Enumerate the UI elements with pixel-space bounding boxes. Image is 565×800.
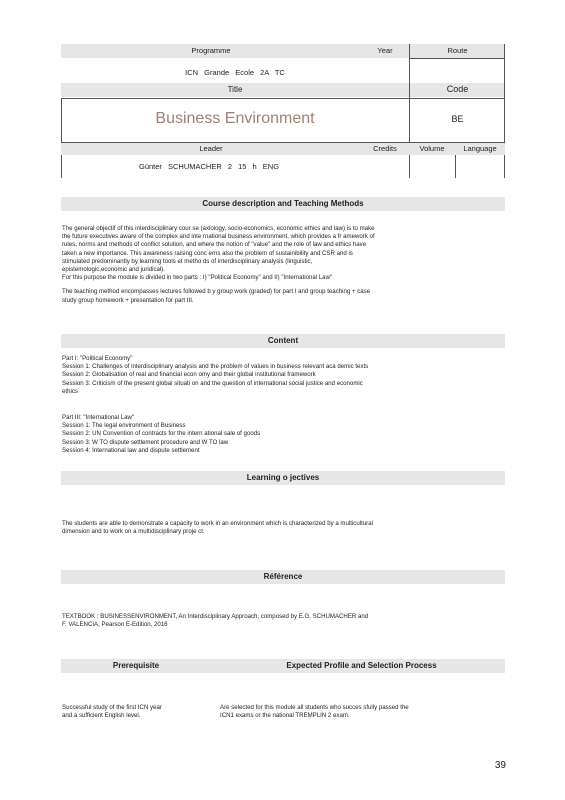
text-line: stimulated predominantly by learning tools et metho ds of interdisciplinary analysis (linguistic, xyxy=(62,257,313,265)
year-label: Year xyxy=(377,46,393,55)
text-line: Session 1: Challenges of interdisciplinary analysis and the problem of values in business relevant aca demic texts xyxy=(62,363,369,371)
prerequisite-text xyxy=(62,704,212,720)
text-line: dimension and to work on a multidisciplinary proje ct. xyxy=(62,528,205,536)
text-line: Session 3: Criticism of the present global situati on and the question of international social justice and economic xyxy=(62,379,363,387)
text-line: The students are able to demonstrate a capacity to work in an environment which is characterized by a multicultural xyxy=(62,520,373,527)
text-line: Session 2: Globalisation of real and financial econ omy and their global institutional framework xyxy=(62,371,316,379)
section-prerequisite: Prerequisite xyxy=(112,661,160,670)
text-line: taken a new importance. This awareness raising conc erns also the problem of sustainibility and CSR and is xyxy=(62,249,353,257)
text-line: Session 3: W TO dispute settlement procedure and W TO law xyxy=(62,438,229,446)
content-part1 xyxy=(62,355,504,396)
language-label: Language xyxy=(463,144,497,153)
text-line: Session 2: UN Convention of contracts for the intern ational sale of goods xyxy=(62,430,261,438)
text-line: Part I: "Political Economy" xyxy=(62,355,133,362)
course-code: BE xyxy=(451,114,464,124)
text-line: study group homework + presentation for part III. xyxy=(62,296,194,304)
programme-label: Programme xyxy=(191,46,231,55)
leader-value: Günter SCHUMACHER 2 15 h ENG xyxy=(139,162,280,171)
text-line: The teaching method encompasses lectures followed b y group work (graded) for part I and group teaching + case xyxy=(62,288,371,296)
page-number: 39 xyxy=(494,760,506,771)
content-part2 xyxy=(62,414,504,455)
text-line: epistemologic,economic and juridical). xyxy=(62,266,165,274)
section-course-description: Course description and Teaching Methods xyxy=(61,197,505,211)
programme-value: ICN Grande Ecole 2A TC xyxy=(185,68,285,77)
text-line: For this purpose the module is divided in two parts : I) "Political Economy" and II) "International Law" xyxy=(62,274,333,282)
expected-profile-text xyxy=(220,704,505,720)
volume-label: Volume xyxy=(419,144,445,153)
text-line: ICN1 exams or the national TREMPLIN 2 exam. xyxy=(220,712,350,720)
text-line: Session 4: International law and dispute settlement xyxy=(62,446,200,454)
text-line: Successful study of the first ICN year xyxy=(62,704,162,711)
text-line: the future executives aware of the complex and inte rnational business environment, which provides a fr amework of xyxy=(62,233,375,241)
course-description-text xyxy=(62,225,504,305)
text-line: ethics xyxy=(62,387,78,395)
objectives-text xyxy=(62,520,504,536)
text-line: Are selected for this module all students who succes sfully passed the xyxy=(220,704,409,711)
credits-label: Credits xyxy=(373,144,397,153)
course-title: Business Environment xyxy=(155,110,315,127)
route-label: Route xyxy=(447,46,468,55)
leader-label: Leader xyxy=(199,144,223,153)
title-label: Title xyxy=(227,85,243,94)
section-reference: Référence xyxy=(61,570,505,584)
section-learning-objectives: Learning o jectives xyxy=(61,471,505,485)
reference-text xyxy=(62,613,504,629)
text-line: The general objectif of this interdisciplinary cour se (axiology, socio-economics, economic ethics and law) is to make xyxy=(62,225,375,232)
code-label: Code xyxy=(446,84,469,94)
text-line: Part III: "International Law" xyxy=(62,414,135,421)
section-content: Content xyxy=(61,334,505,348)
text-line: TEXTBOOK : BUSINESSENVIRONMENT, An Interdisciplinary Approach, composed by E.G. SCHUMACHER and xyxy=(62,613,369,620)
text-line: F. VALENCIA, Pearson E-Edition, 2016 xyxy=(62,621,168,629)
text-line: and a sufficient English level. xyxy=(62,712,141,720)
text-line: rules, norms and methods of conflict solution, and where the notion of "value" and the role of law and ethics have xyxy=(62,241,367,249)
section-expected-profile: Expected Profile and Selection Process xyxy=(286,661,437,670)
text-line: Session 1: The legal environment of Business xyxy=(62,422,186,430)
